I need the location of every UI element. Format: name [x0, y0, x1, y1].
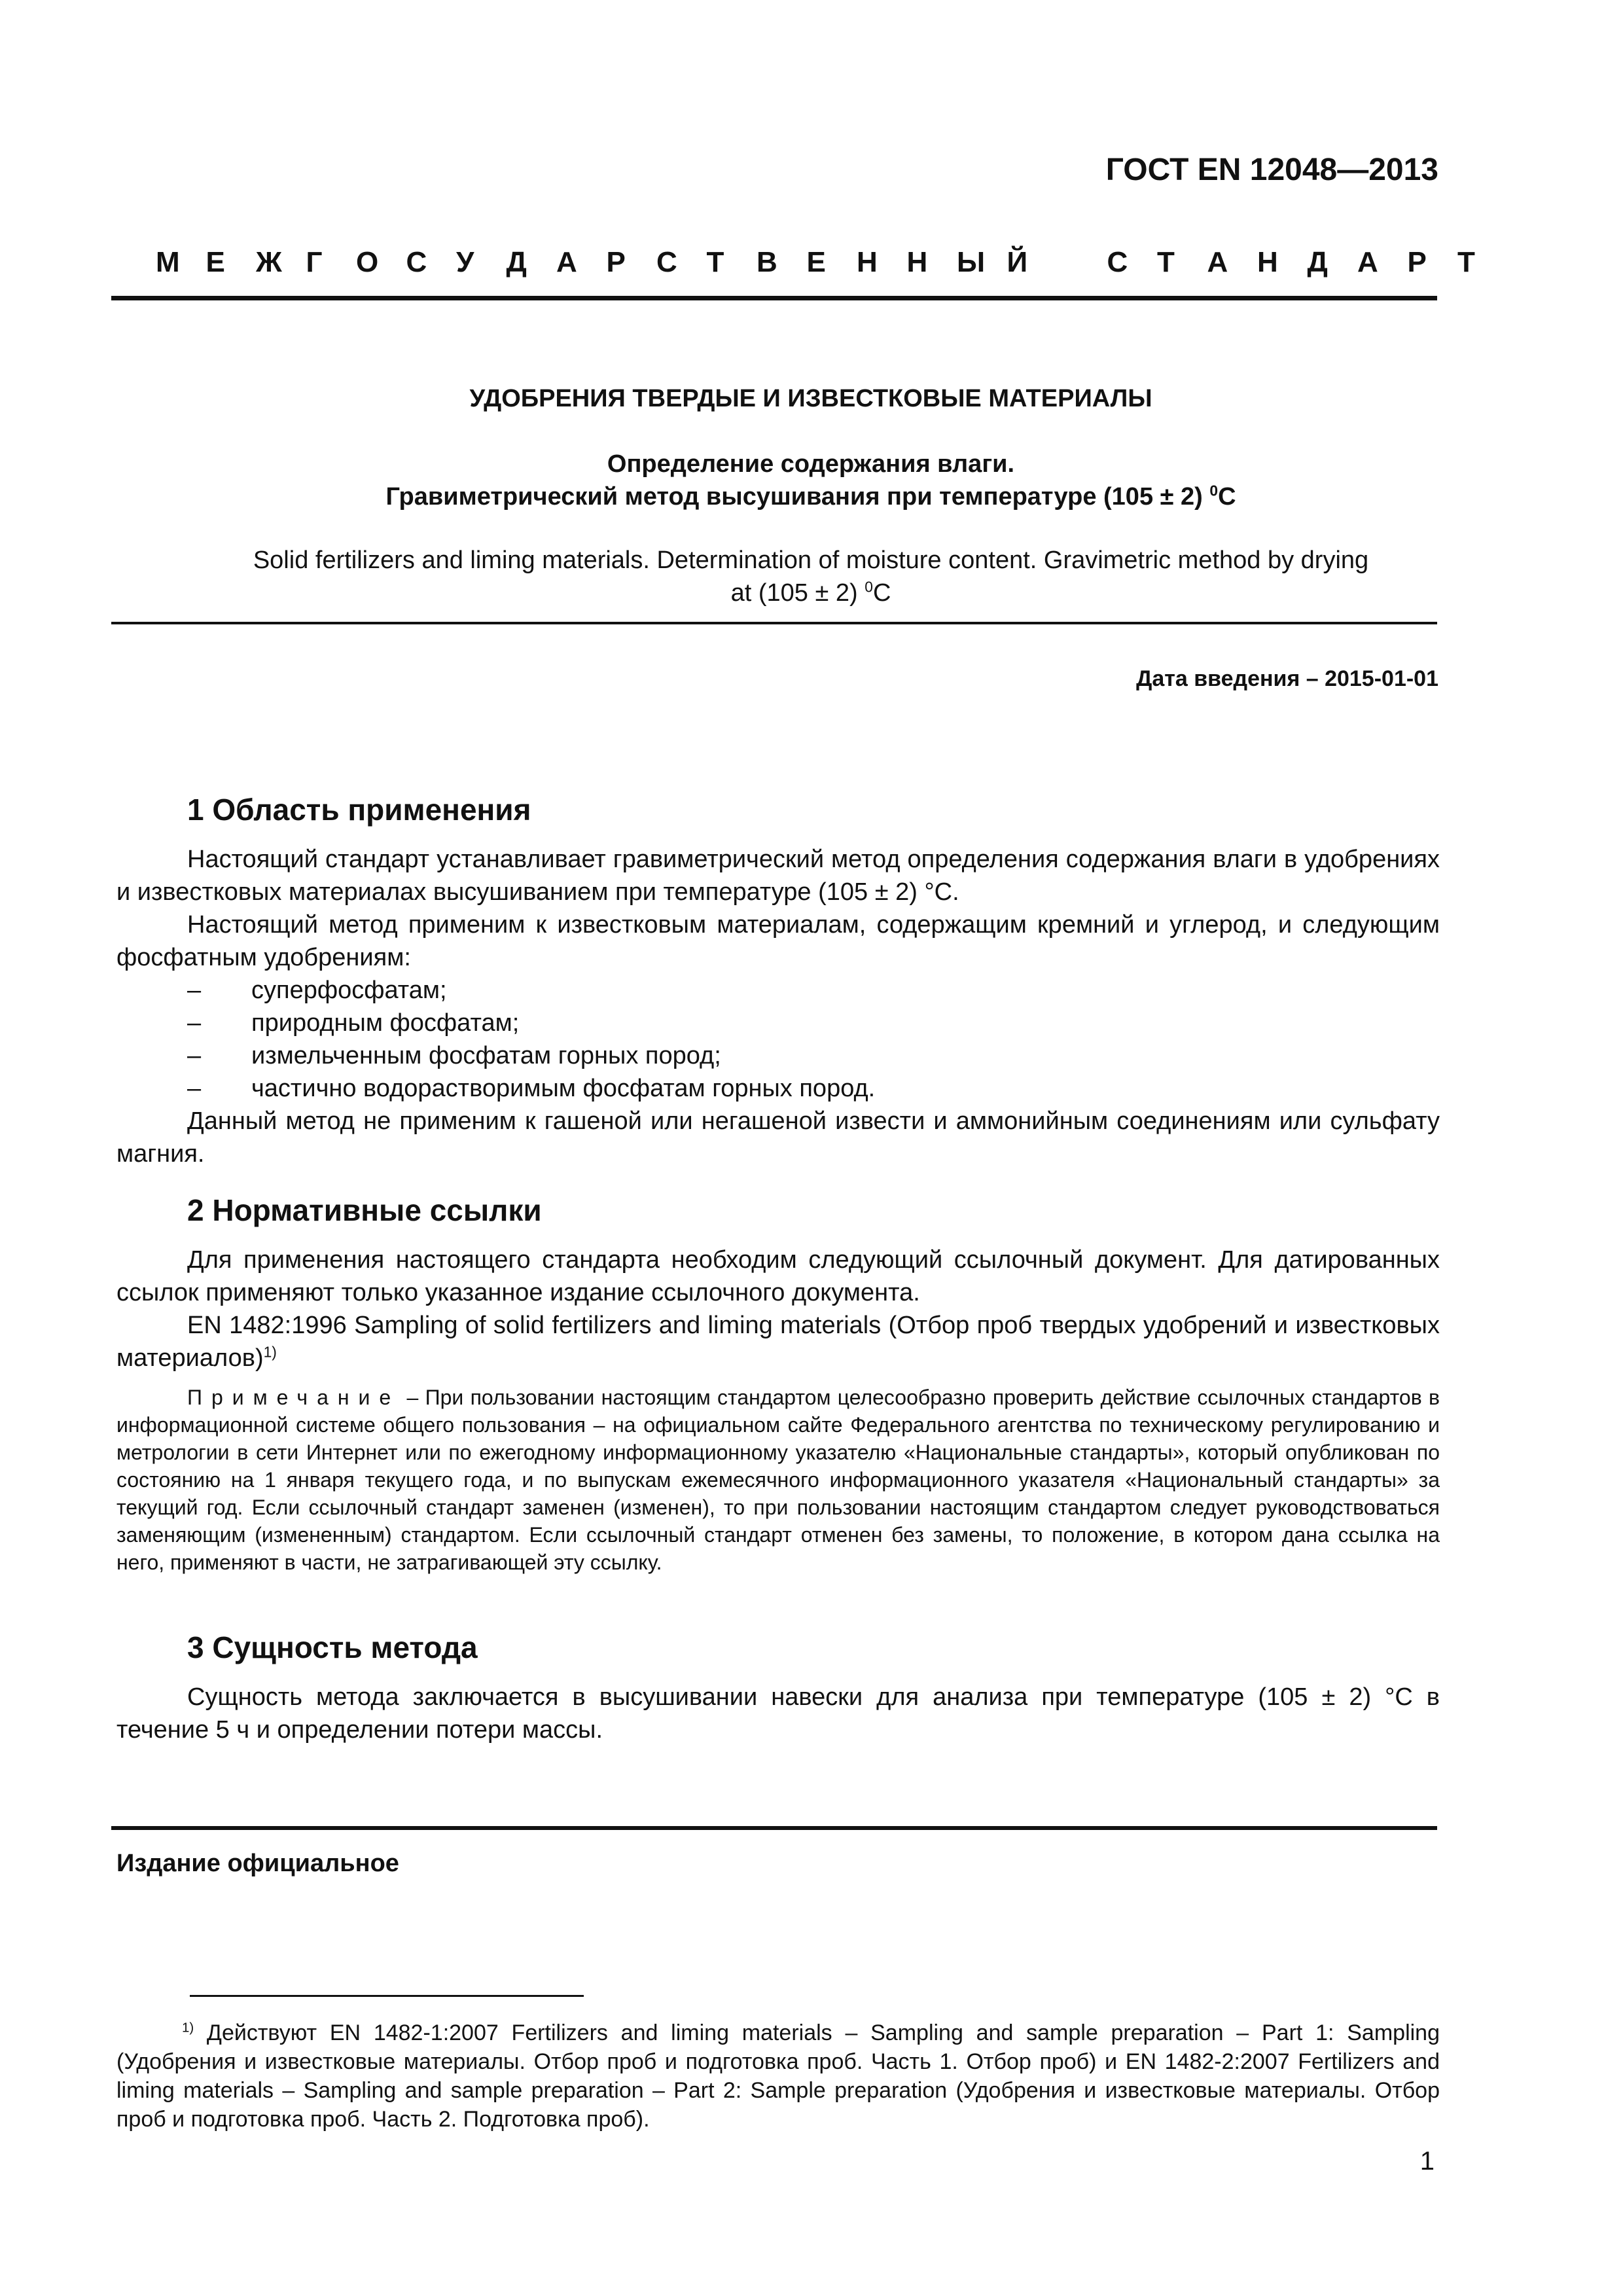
- english-title-unit: C: [872, 579, 891, 607]
- header-letter: Й: [1007, 246, 1028, 278]
- header-letter: Е: [806, 246, 826, 278]
- section-3-heading: 3 Сущность метода: [187, 1630, 478, 1664]
- document-title: УДОБРЕНИЯ ТВЕРДЫЕ И ИЗВЕСТКОВЫЕ МАТЕРИАЛЫ: [469, 385, 1152, 412]
- section-1-paragraph-1: Настоящий стандарт устанавливает гравиметрический метод определения содержания влаги в удобрениях и известковых материалах высушиванием при температуре (105 ± 2) °С.: [116, 846, 1440, 906]
- introduction-date: Дата введения – 2015-01-01: [1136, 666, 1438, 691]
- english-title-line-2-text: at (105 ± 2): [730, 579, 858, 607]
- edition-rule: [111, 1826, 1437, 1830]
- header-letter: С: [406, 246, 427, 278]
- header-letter: С: [1107, 246, 1128, 278]
- section-2-paragraph-1: Для применения настоящего стандарта необходим следующий ссылочный документ. Для датированных ссылок применяют только указанное издание ссылочного документа.: [116, 1246, 1440, 1306]
- list-item: [187, 1072, 875, 1105]
- subtitle-line-2-text: Гравиметрический метод высушивания при температуре (105 ± 2): [385, 483, 1203, 511]
- header-letter: А: [1357, 246, 1378, 278]
- header-letter: Ы: [957, 246, 986, 278]
- english-title-line-1: Solid fertilizers and liming materials. Determination of moisture content. Gravimetric method by drying: [253, 547, 1369, 574]
- header-letter: О: [356, 246, 379, 278]
- section-2-heading: 2 Нормативные ссылки: [187, 1193, 542, 1227]
- section-1-paragraph-1-block: [116, 843, 1440, 974]
- note-text: – При пользовании настоящим стандартом целесообразно проверить действие ссылочных стандартов в информационной системе общего пользования – на официальном сайте Федерального агентства по техническому регулированию и метрологии в сети Интернет или по ежегодному информационному указателю «Национальные стандарты», который опубликован по состоянию на 1 января текущего года, и по выпускам ежемесячного информационного указателя «Национальный стандарты» за текущий год. Если ссылочный стандарт заменен (изменен), то при пользовании настоящим стандартом следует руководствоваться заменяющим (измененным) стандартом. Если ссылочный стандарт отменен без замены, то положение, в котором дана ссылка на него, применяют в части, не затрагивающей эту ссылку.: [116, 1386, 1440, 1574]
- english-degree-superscript: 0: [865, 578, 873, 596]
- document-number: ГОСТ EN 12048—2013: [1105, 152, 1438, 187]
- list-item-text: природным фосфатам;: [251, 1009, 520, 1037]
- note: [116, 1384, 1440, 1576]
- header-letter: М: [156, 246, 180, 278]
- list-dash: –: [187, 1009, 202, 1037]
- header-letter: Г: [306, 246, 323, 278]
- title-rule: [111, 622, 1437, 624]
- list-item: [187, 1039, 721, 1072]
- list-item: [187, 974, 447, 1007]
- list-dash: –: [187, 1042, 202, 1069]
- header-letter: А: [1207, 246, 1228, 278]
- header-letter: Н: [857, 246, 878, 278]
- list-item-text: измельченным фосфатам горных пород;: [251, 1042, 721, 1069]
- list-item-text: частично водорастворимым фосфатам горных пород.: [251, 1075, 876, 1102]
- header-letter: Н: [906, 246, 928, 278]
- header-letter: Р: [606, 246, 626, 278]
- note-label: Примечание: [187, 1386, 401, 1409]
- header-letter: В: [757, 246, 777, 278]
- standard-type-header: [156, 246, 1508, 279]
- footnote: [116, 2018, 1440, 2134]
- section-3-body: [116, 1681, 1440, 1746]
- document-subtitle-line-2: [111, 483, 1510, 511]
- degree-superscript: 0: [1209, 482, 1219, 499]
- header-letter: Т: [706, 246, 724, 278]
- header-letter: Н: [1257, 246, 1278, 278]
- footnote-mark: 1): [182, 2020, 194, 2036]
- section-2-paragraph-2-text: EN 1482:1996 Sampling of solid fertilizers and liming materials (Отбор проб твердых удобрений и известковых материалов): [116, 1312, 1440, 1372]
- list-dash: –: [187, 1075, 202, 1102]
- header-letter: А: [556, 246, 577, 278]
- section-3-paragraph-1: Сущность метода заключается в высушивании навески для анализа при температуре (105 ± 2) °С в течение 5 ч и определении потери массы.: [116, 1683, 1440, 1744]
- header-letter: У: [456, 246, 474, 278]
- header-rule: [111, 296, 1437, 300]
- footnote-text: Действуют EN 1482-1:2007 Fertilizers and liming materials – Sampling and sample preparation – Part 1: Sampling (Удобрения и известковые материалы. Отбор проб и подготовка проб. Часть 1. Отбор проб) и EN 1482-2:2007 Fertilizers and liming materials – Sampling and sample preparation – Part 2: Sample preparation (Удобрения и известковые материалы. Отбор проб и подготовка проб. Часть 2. Подготовка проб).: [116, 2020, 1440, 2132]
- header-letter: Р: [1407, 246, 1427, 278]
- header-letter: С: [656, 246, 677, 278]
- official-edition-label: Издание официальное: [116, 1850, 399, 1877]
- section-1-paragraph-3-block: [116, 1105, 1440, 1170]
- header-letter: Т: [1457, 246, 1475, 278]
- header-letter: [1057, 246, 1107, 279]
- section-1-heading: 1 Область применения: [187, 793, 531, 827]
- header-letter: Е: [205, 246, 225, 278]
- header-letter: Т: [1157, 246, 1175, 278]
- list-dash: –: [187, 977, 202, 1004]
- subtitle-unit: С: [1218, 483, 1236, 511]
- footnote-reference: 1): [263, 1343, 277, 1361]
- english-title-line-2: [111, 579, 1510, 607]
- header-letter: Ж: [256, 246, 282, 278]
- header-letter: Д: [506, 246, 527, 278]
- page-number: 1: [1419, 2147, 1435, 2176]
- document-subtitle-line-1: Определение содержания влаги.: [607, 450, 1015, 478]
- section-2-paragraph-2: [116, 1309, 1440, 1374]
- list-item: [187, 1007, 519, 1039]
- section-1-paragraph-2: Настоящий метод применим к известковым материалам, содержащим кремний и углерод, и следующим фосфатным удобрениям:: [116, 911, 1440, 971]
- list-item-text: суперфосфатам;: [251, 977, 447, 1004]
- section-1-paragraph-3: Данный метод не применим к гашеной или негашеной извести и аммонийным соединениям или сульфату магния.: [116, 1107, 1440, 1168]
- section-2-body: [116, 1244, 1440, 1374]
- header-letter: Д: [1307, 246, 1328, 278]
- footnote-separator: [190, 1995, 584, 1997]
